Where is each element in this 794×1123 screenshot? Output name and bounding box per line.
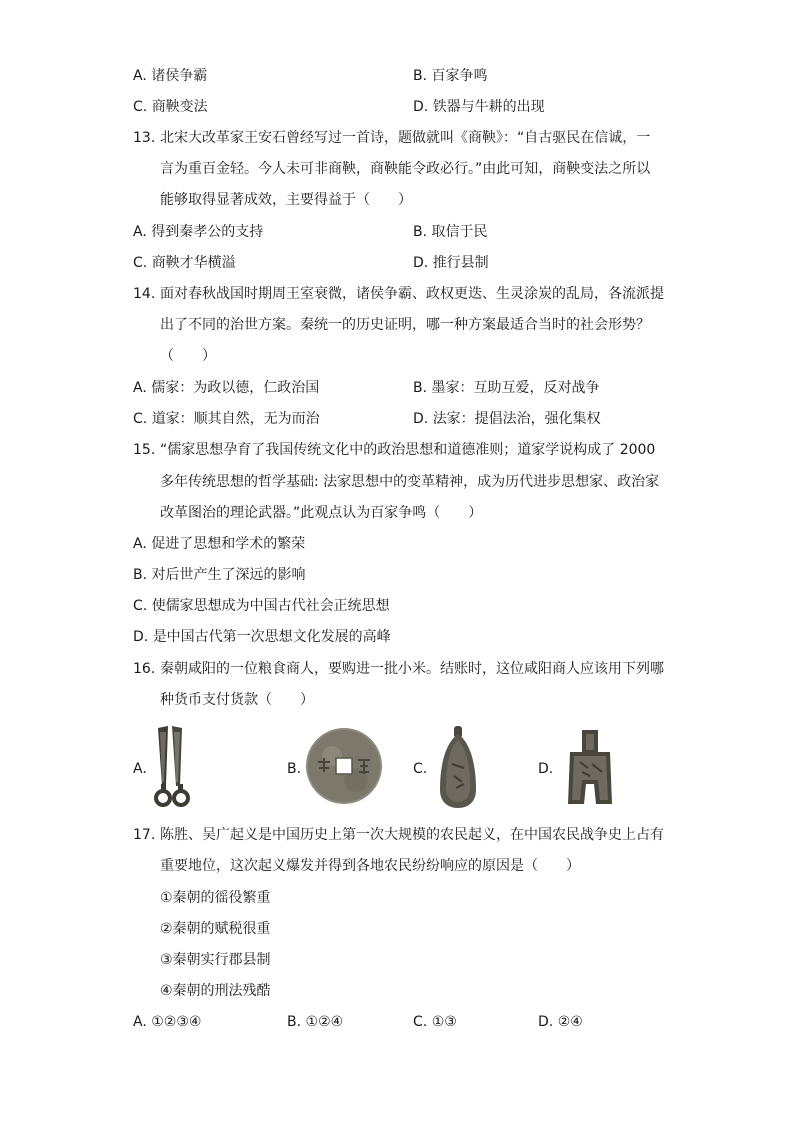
q15-number: 15. xyxy=(133,442,156,458)
spade-money-icon xyxy=(560,728,620,806)
q16-option-a-letter: A. xyxy=(133,761,147,777)
q17-option-d: D. ②④ xyxy=(538,1014,583,1030)
q16-number: 16. xyxy=(133,661,156,677)
q17-stem-line-1: 陈胜、吴广起义是中国历史上第一次大规模的农民起义，在中国农民战争史上占有 xyxy=(160,827,664,843)
q17-option-b: B. ①②④ xyxy=(287,1014,344,1030)
q15-option-a: A. 促进了思想和学术的繁荣 xyxy=(133,536,306,552)
q15-stem-line-2: 多年传统思想的哲学基础: 法家思想中的变革精神，成为历代进步思想家、政治家 xyxy=(160,474,660,490)
q14-option-d: D. 法家：提倡法治，强化集权 xyxy=(413,411,601,427)
q17-option-c: C. ①③ xyxy=(413,1014,457,1030)
q13-option-b: B. 取信于民 xyxy=(413,224,488,240)
q12-option-b: B. 百家争鸣 xyxy=(413,68,488,84)
q16-option-b-letter: B. xyxy=(287,761,302,777)
ban-liang-coin-icon xyxy=(304,726,384,806)
q17-item-2: ②秦朝的赋税很重 xyxy=(160,921,271,937)
q17-number: 17. xyxy=(133,827,156,843)
q14-stem-line-2: 出了不同的治世方案。秦统一的历史证明，哪一种方案最适合当时的社会形势？ xyxy=(160,317,650,333)
q16-stem-line-1: 秦朝咸阳的一位粮食商人，要购进一批小米。结账时，这位咸阳商人应该用下列哪 xyxy=(160,661,664,677)
q17-item-3: ③秦朝实行郡县制 xyxy=(160,952,271,968)
q13-number: 13. xyxy=(133,130,156,146)
q13-stem-line-2: 言为重百金轻。今人未可非商鞅，商鞅能令政必行。”由此可知，商鞅变法之所以 xyxy=(160,161,651,177)
q15-stem-line-3: 改革图治的理论武器。”此观点认为百家争鸣（ ） xyxy=(160,505,483,521)
q16-option-d-letter: D. xyxy=(538,761,554,777)
q14-stem-line-3: （ ） xyxy=(160,348,216,364)
q13-stem-line-1: 北宋大改革家王安石曾经写过一首诗，题做就叫《商鞅》：“自古驱民在信诚，一 xyxy=(160,130,651,146)
q17-item-4: ④秦朝的刑法残酷 xyxy=(160,983,271,999)
q17-stem-line-2: 重要地位，这次起义爆发并得到各地农民纷纷响应的原因是（ ） xyxy=(160,858,580,874)
q15-option-c: C. 使儒家思想成为中国古代社会正统思想 xyxy=(133,598,390,614)
q14-option-a: A. 儒家：为政以德，仁政治国 xyxy=(133,380,320,396)
q15-option-b: B. 对后世产生了深远的影响 xyxy=(133,567,306,583)
q17-option-a: A. ①②③④ xyxy=(133,1014,202,1030)
q12-option-a: A. 诸侯争霸 xyxy=(133,68,208,84)
q12-option-c: C. 商鞅变法 xyxy=(133,99,208,115)
q14-stem-line-1: 面对春秋战国时期周王室衰微，诸侯争霸、政权更迭、生灵涂炭的乱局，各流派提 xyxy=(160,286,664,302)
q14-number: 14. xyxy=(133,286,156,302)
q14-option-c: C. 道家：顺其自然，无为而治 xyxy=(133,411,320,427)
q15-stem-line-1: “儒家思想孕育了我国传统文化中的政治思想和道德准则；道家学说构成了 2000 xyxy=(160,442,656,458)
ant-nose-money-icon xyxy=(434,724,482,810)
q16-stem-line-2: 种货币支付货款（ ） xyxy=(160,692,314,708)
q17-item-1: ①秦朝的徭役繁重 xyxy=(160,890,271,906)
q13-option-a: A. 得到秦孝公的支持 xyxy=(133,224,264,240)
q13-option-c: C. 商鞅才华横溢 xyxy=(133,255,236,271)
q16-option-c-letter: C. xyxy=(413,761,428,777)
q15-option-d: D. 是中国古代第一次思想文化发展的高峰 xyxy=(133,629,391,645)
q13-stem-line-3: 能够取得显著成效，主要得益于（ ） xyxy=(160,192,412,208)
q13-option-d: D. 推行县制 xyxy=(413,255,489,271)
knife-money-icon xyxy=(150,724,198,810)
q12-option-d: D. 铁器与牛耕的出现 xyxy=(413,99,545,115)
q14-option-b: B. 墨家：互助互爱，反对战争 xyxy=(413,380,600,396)
